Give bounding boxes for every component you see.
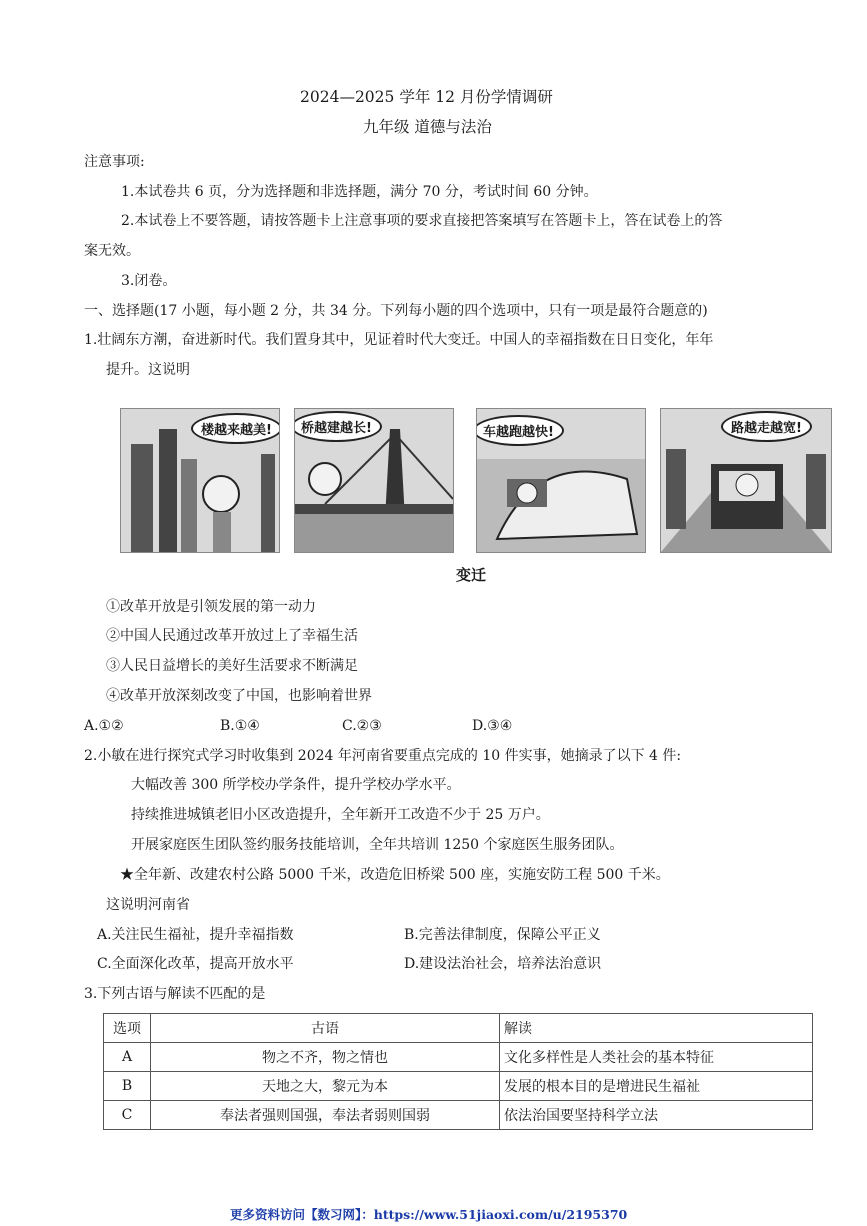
- table-row: [104, 1043, 813, 1072]
- q2-stem: 2.小敏在进行探究式学习时收集到 2024 年河南省要重点完成的 10 件实事，她摘录了以下 4 件:: [84, 748, 682, 764]
- footer-link[interactable]: 更多资料访问【数习网】：https://www.51jiaoxi.com/u/2195370: [230, 1207, 628, 1222]
- exam-title: 2024—2025 学年 12 月份学情调研: [300, 88, 553, 106]
- table-cell-interpretation: 文化多样性是人类社会的基本特征: [500, 1043, 813, 1072]
- notice-item-1: 1.本试卷共 6 页，分为选择题和非选择题，满分 70 分，考试时间 60 分钟。: [121, 184, 598, 200]
- notice-item-2-line2: 案无效。: [84, 243, 140, 259]
- q2-lead: 这说明河南省: [106, 897, 190, 913]
- table-cell-interpretation: 发展的根本目的是增进民生福祉: [500, 1072, 813, 1101]
- q1-option-d[interactable]: D.③④: [472, 718, 513, 734]
- q1-statement-2: ②中国人民通过改革开放过上了幸福生活: [106, 628, 358, 644]
- comic-bubble-1: 楼越来越美!: [191, 413, 280, 444]
- q1-stem-line1: 1.壮阔东方潮，奋进新时代。我们置身其中，见证着时代大变迁。中国人的幸福指数在日日变化，年年: [84, 332, 714, 348]
- q1-statement-3: ③人民日益增长的美好生活要求不断满足: [106, 658, 358, 674]
- table-header-interpretation: 解读: [500, 1014, 813, 1043]
- table-row: [104, 1072, 813, 1101]
- table-header-row: [104, 1014, 813, 1043]
- q1-option-b[interactable]: B.①④: [220, 718, 260, 734]
- table-header-option: 选项: [104, 1014, 151, 1043]
- q3-stem: 3.下列古语与解读不匹配的是: [84, 986, 266, 1002]
- table-cell-option: C: [104, 1101, 151, 1130]
- comic-bubble-4: 路越走越宽!: [721, 411, 812, 442]
- table-cell-saying: 天地之大，黎元为本: [151, 1072, 500, 1101]
- table-cell-interpretation: 依法治国要坚持科学立法: [500, 1101, 813, 1130]
- comic-panel-bridge: [294, 408, 454, 553]
- comic-caption: 变迁: [456, 566, 487, 584]
- comic-panel-buildings: [120, 408, 280, 553]
- comic-bubble-3: 车越跑越快!: [476, 415, 564, 446]
- notice-item-3: 3.闭卷。: [121, 273, 177, 289]
- q2-item-3: 开展家庭医生团队签约服务技能培训，全年共培训 1250 个家庭医生服务团队。: [131, 837, 624, 853]
- exam-subtitle: 九年级 道德与法治: [363, 118, 492, 136]
- notice-item-2-line1: 2.本试卷上不要答题，请按答题卡上注意事项的要求直接把答案填写在答题卡上，答在试卷上的答: [121, 213, 723, 229]
- q2-option-b[interactable]: B.完善法律制度，保障公平正义: [404, 927, 601, 943]
- q2-item-2: 持续推进城镇老旧小区改造提升，全年新开工改造不少于 25 万户。: [131, 807, 550, 823]
- q2-option-a[interactable]: A.关注民生福祉，提升幸福指数: [97, 927, 294, 943]
- comic-panel-train: [476, 408, 646, 553]
- section-1-heading: 一、选择题(17 小题，每小题 2 分，共 34 分。下列每小题的四个选项中，只有一项是最符合题意的): [84, 303, 708, 319]
- table-cell-saying: 物之不齐，物之情也: [151, 1043, 500, 1072]
- notice-heading: 注意事项:: [84, 154, 145, 170]
- table-cell-option: A: [104, 1043, 151, 1072]
- q1-option-a[interactable]: A.①②: [84, 718, 124, 734]
- comic-bubble-2: 桥越建越长!: [294, 411, 382, 442]
- comic-panel-road: [660, 408, 832, 553]
- table-cell-option: B: [104, 1072, 151, 1101]
- q2-item-1: 大幅改善 300 所学校办学条件，提升学校办学水平。: [131, 777, 461, 793]
- table-row: [104, 1101, 813, 1130]
- table-header-saying: 古语: [151, 1014, 500, 1043]
- q1-statement-1: ①改革开放是引领发展的第一动力: [106, 599, 316, 615]
- q2-option-d[interactable]: D.建设法治社会，培养法治意识: [404, 956, 602, 972]
- q2-option-c[interactable]: C.全面深化改革，提高开放水平: [97, 956, 294, 972]
- table-cell-saying: 奉法者强则国强，奉法者弱则国弱: [151, 1101, 500, 1130]
- q2-item-4: ★全年新、改建农村公路 5000 千米，改造危旧桥梁 500 座，实施安防工程 500 千米。: [120, 867, 670, 883]
- q3-table: [103, 1013, 813, 1130]
- q1-option-c[interactable]: C.②③: [342, 718, 382, 734]
- q1-statement-4: ④改革开放深刻改变了中国，也影响着世界: [106, 688, 372, 704]
- q1-stem-line2: 提升。这说明: [106, 362, 190, 378]
